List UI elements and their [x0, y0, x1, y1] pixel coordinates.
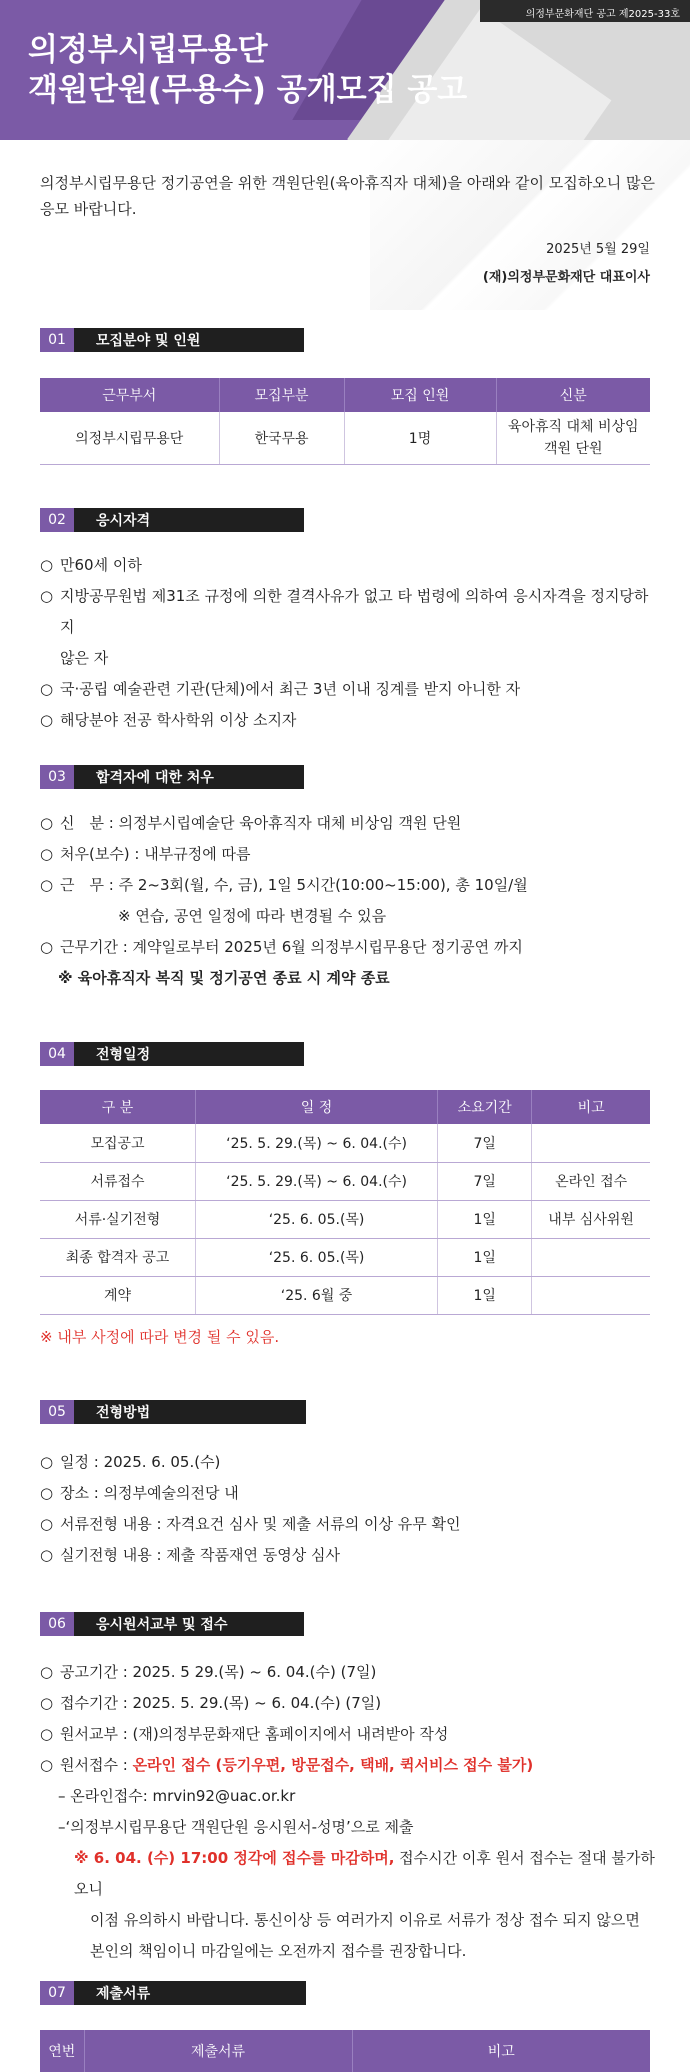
list-item [40, 1540, 660, 1571]
header-banner [0, 0, 690, 140]
circle-bullet-icon: ○ [40, 1725, 54, 1743]
table-header: 비고 [532, 1090, 650, 1124]
list-item-text: 국·공립 예술관련 기관(단체)에서 최근 3년 이내 징계를 받지 아니한 자 [60, 680, 521, 698]
circle-bullet-icon: ○ [40, 1694, 54, 1712]
circle-bullet-icon: ○ [40, 587, 54, 605]
section-number: 04 [40, 1042, 74, 1066]
list-item [40, 839, 660, 870]
list-item [40, 674, 660, 705]
table-cell: 내부 심사위원 [532, 1200, 650, 1238]
table-header: 일 정 [196, 1090, 438, 1124]
section-title: 전형방법 [74, 1400, 306, 1424]
method-list [40, 1447, 660, 1571]
list-item [40, 1447, 660, 1478]
list-item-text: 실기전형 내용 : 제출 작품재연 동영상 심사 [60, 1546, 340, 1564]
list-item-text: 공고기간 : 2025. 5 29.(목) ~ 6. 04.(수) (7일) [60, 1663, 377, 1681]
title-line-2: 객원단원(무용수) 공개모집 공고 [28, 72, 468, 108]
treatment-list [40, 808, 660, 994]
section-number: 07 [40, 1981, 74, 2005]
table-cell: 7일 [438, 1162, 532, 1200]
warning-text: 온라인 접수 (등기우편, 방문접수, 택배, 퀵서비스 접수 불가) [132, 1756, 534, 1774]
table-cell: ‘25. 6. 05.(목) [196, 1238, 438, 1276]
table-header: 구 분 [40, 1090, 196, 1124]
circle-bullet-icon: ○ [40, 556, 54, 574]
deadline-warning: ※ 6. 04. (수) 17:00 정각에 접수를 마감하며, [74, 1849, 395, 1867]
section-header-01 [40, 328, 304, 352]
table-row [40, 1276, 650, 1314]
list-item [40, 550, 660, 581]
circle-bullet-icon: ○ [40, 1546, 54, 1564]
circle-bullet-icon: ○ [40, 1663, 54, 1681]
table-cell: ‘25. 5. 29.(목) ~ 6. 04.(수) [196, 1162, 438, 1200]
section-header-07 [40, 1981, 306, 2005]
section-number: 03 [40, 765, 74, 789]
table-cell: 1일 [438, 1238, 532, 1276]
section-title: 응시자격 [74, 508, 304, 532]
list-item [40, 705, 660, 736]
table-row [40, 1200, 650, 1238]
list-item-text: 처우(보수) : 내부규정에 따름 [60, 845, 251, 863]
table-header: 신분 [496, 378, 650, 412]
table-cell [532, 1276, 650, 1314]
section-title: 제출서류 [74, 1981, 306, 2005]
table-cell: 온라인 접수 [532, 1162, 650, 1200]
section-number: 01 [40, 328, 74, 352]
recruit-table [40, 378, 650, 465]
table-row [40, 1238, 650, 1276]
table-cell: 서류접수 [40, 1162, 196, 1200]
list-item-text: 근무기간 : 계약일로부터 2025년 6월 의정부시립무용단 정기공연 까지 [60, 938, 523, 956]
section-header-06 [40, 1612, 304, 1636]
table-cell [532, 1124, 650, 1162]
list-item [40, 581, 660, 643]
table-header: 제출서류 [84, 2030, 352, 2072]
list-item-text: 원서교부 : (재)의정부문화재단 홈페이지에서 내려받아 작성 [60, 1725, 449, 1743]
application-list [40, 1657, 660, 1967]
table-header: 연번 [40, 2030, 84, 2072]
circle-bullet-icon: ○ [40, 1453, 54, 1471]
circle-bullet-icon: ○ [40, 680, 54, 698]
list-item-text: 접수기간 : 2025. 5. 29.(목) ~ 6. 04.(수) (7일) [60, 1694, 382, 1712]
documents-table [40, 2030, 650, 2072]
title-line-1: 의정부시립무용단 [28, 32, 268, 68]
list-item-text: 만60세 이하 [60, 556, 142, 574]
list-item-text: 해당분야 전공 학사학위 이상 소지자 [60, 711, 297, 729]
list-item-text: 근 무 : 주 2~3회(월, 수, 금), 1일 5시간(10:00~15:00), 총 10일/월 [60, 876, 528, 894]
section-title: 응시원서교부 및 접수 [74, 1612, 304, 1636]
section-title: 합격자에 대한 처우 [74, 765, 304, 789]
table-cell [496, 412, 650, 464]
list-item-continuation [40, 643, 660, 674]
announcement-date: 2025년 5월 29일 [546, 242, 650, 257]
table-header: 근무부서 [40, 378, 219, 412]
email-line: – 온라인접수: mrvin92@uac.or.kr [58, 1787, 296, 1805]
section-header-04 [40, 1042, 304, 1066]
section-number: 06 [40, 1612, 74, 1636]
list-item-text: 지방공무원법 제31조 규정에 의한 결격사유가 없고 타 법령에 의하여 응시자격을 정지당하지 [60, 587, 649, 636]
table-cell: 1일 [438, 1276, 532, 1314]
deadline-notice-line: 본인의 책임이니 마감일에는 오전까지 접수를 권장합니다. [90, 1942, 467, 1960]
section-header-03 [40, 765, 304, 789]
section-number: 02 [40, 508, 74, 532]
page-title [28, 30, 467, 110]
table-cell: 계약 [40, 1276, 196, 1314]
list-item-text: 장소 : 의정부예술의전당 내 [60, 1484, 239, 1502]
table-cell: ‘25. 6. 05.(목) [196, 1200, 438, 1238]
list-item-text: 일정 : 2025. 6. 05.(수) [60, 1453, 221, 1471]
submission-format-line: –‘의정부시립무용단 객원단원 응시원서-성명’으로 제출 [58, 1818, 414, 1836]
cell-line: 객원 단원 [543, 440, 603, 457]
circle-bullet-icon: ○ [40, 938, 54, 956]
table-cell: 1명 [344, 412, 496, 464]
table-row [40, 412, 650, 464]
circle-bullet-icon: ○ [40, 845, 54, 863]
list-item [40, 1478, 660, 1509]
section-header-02 [40, 508, 304, 532]
circle-bullet-icon: ○ [40, 814, 54, 832]
notice-number-ribbon: 의정부문화재단 공고 제2025-33호 [480, 0, 690, 22]
list-note: ※ 육아휴직자 복직 및 정기공연 종료 시 계약 종료 [58, 969, 390, 987]
section-title: 전형일정 [74, 1042, 304, 1066]
section-header-05 [40, 1400, 306, 1424]
table-row [40, 1162, 650, 1200]
table-cell: ‘25. 6월 중 [196, 1276, 438, 1314]
table-header: 모집부분 [219, 378, 344, 412]
circle-bullet-icon: ○ [40, 711, 54, 729]
section-number: 05 [40, 1400, 74, 1424]
list-item-text: 않은 자 [60, 649, 109, 667]
list-item [40, 870, 660, 901]
table-cell: 한국무용 [219, 412, 344, 464]
list-item [40, 1719, 660, 1750]
circle-bullet-icon: ○ [40, 876, 54, 894]
deadline-notice [40, 1843, 660, 1905]
table-cell: 7일 [438, 1124, 532, 1162]
list-item-text: 원서접수 : [60, 1756, 133, 1774]
circle-bullet-icon: ○ [40, 1515, 54, 1533]
section-title: 모집분야 및 인원 [74, 328, 304, 352]
list-item [40, 1688, 660, 1719]
table-header: 비고 [352, 2030, 650, 2072]
table-cell: 의정부시립무용단 [40, 412, 219, 464]
table-row [40, 1124, 650, 1162]
circle-bullet-icon: ○ [40, 1484, 54, 1502]
schedule-change-notice: ※ 내부 사정에 따라 변경 될 수 있음. [40, 1328, 280, 1346]
table-cell: 모집공고 [40, 1124, 196, 1162]
qualification-list [40, 550, 660, 736]
table-cell: ‘25. 5. 29.(목) ~ 6. 04.(수) [196, 1124, 438, 1162]
table-cell: 1일 [438, 1200, 532, 1238]
circle-bullet-icon: ○ [40, 1756, 54, 1774]
table-header: 소요기간 [438, 1090, 532, 1124]
list-item [40, 1657, 660, 1688]
list-note: ※ 연습, 공연 일정에 따라 변경될 수 있음 [118, 907, 387, 925]
announcement-signer: (재)의정부문화재단 대표이사 [482, 270, 650, 285]
schedule-table [40, 1090, 650, 1315]
table-cell [532, 1238, 650, 1276]
table-header: 모집 인원 [344, 378, 496, 412]
intro-text: 의정부시립무용단 정기공연을 위한 객원단원(육아휴직자 대체)을 아래와 같이 모집하오니 많은 응모 바랍니다. [40, 174, 655, 218]
table-cell: 서류·실기전형 [40, 1200, 196, 1238]
list-item [40, 808, 660, 839]
list-item [40, 1509, 660, 1540]
list-item-text: 서류전형 내용 : 자격요건 심사 및 제출 서류의 이상 유무 확인 [60, 1515, 461, 1533]
cell-line: 육아휴직 대체 비상임 [507, 418, 639, 435]
list-item-text: 신 분 : 의정부시립예술단 육아휴직자 대체 비상임 객원 단원 [60, 814, 462, 832]
table-cell: 최종 합격자 공고 [40, 1238, 196, 1276]
list-item [40, 932, 660, 963]
list-item [40, 1750, 660, 1781]
deadline-text: 접수시간 이후 원서 접수는 절대 불가하오니 [74, 1849, 655, 1898]
deadline-notice-line: 이점 유의하시 바랍니다. 통신이상 등 여러가지 이유로 서류가 정상 접수 되지 않으면 [90, 1911, 640, 1929]
